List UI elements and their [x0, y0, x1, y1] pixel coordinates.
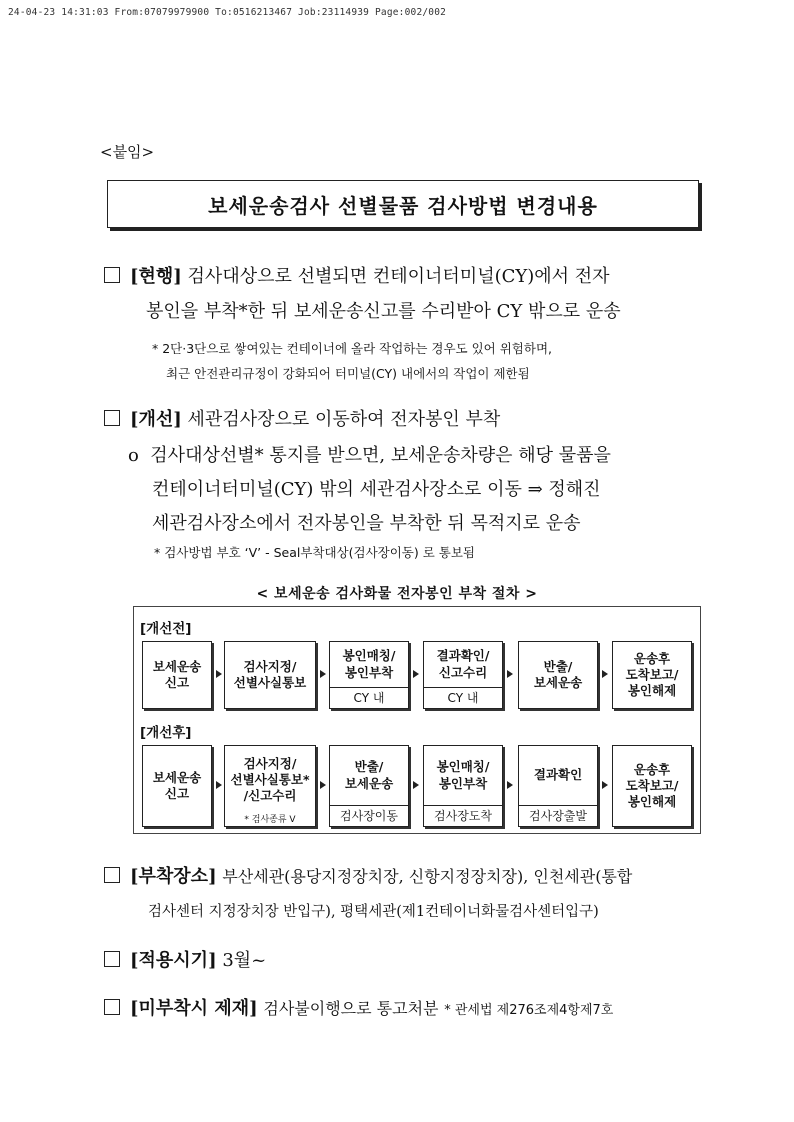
arrow-right-icon — [216, 670, 222, 678]
section-location — [104, 862, 632, 888]
section-text: 세관검사장으로 이동하여 전자봉인 부착 — [187, 409, 501, 430]
arrow-right-icon — [413, 670, 419, 678]
improved-line2: 컨테이너터미널(CY) 밖의 세관검사장소로 이동 ⇒ 정해진 — [152, 479, 601, 500]
section-tag: [개선] — [130, 409, 182, 430]
flow-step-label: 보세운송 신고 — [152, 769, 202, 801]
flow-step-before-2 — [224, 641, 316, 709]
flow-step-after-4 — [423, 745, 503, 827]
flow-title: < 보세운송 검사화물 전자봉인 부착 절차 > — [256, 586, 538, 602]
arrow-right-icon — [216, 781, 222, 789]
section-apply — [104, 946, 266, 972]
section-tag: [미부착시 제재] — [130, 998, 258, 1019]
section-tag: [적용시기] — [130, 950, 217, 971]
fax-header: 24-04-23 14:31:03 From:07079979900 To:0516213467 Job:23114939 Page:002/002 — [8, 7, 447, 18]
row-label-after: [개선후] — [140, 725, 192, 741]
flow-step-before-5 — [518, 641, 598, 709]
flow-step-sublabel: CY 내 — [330, 687, 408, 708]
attachment-label: <붙임> — [100, 143, 155, 161]
flow-step-sublabel: CY 내 — [424, 687, 502, 708]
arrow-right-icon — [413, 781, 419, 789]
row-label-before: [개선전] — [140, 621, 192, 637]
title-box — [107, 180, 699, 228]
flow-step-label: 봉인매칭/ 봉인부착 — [436, 759, 490, 791]
location-line2: 검사센터 지정장치장 반입구), 평택세관(제1컨테이너화물검사센터입구) — [148, 904, 599, 920]
section-text: 부산세관(용당지정장치장, 신항지정장치장), 인천세관(통합 — [222, 867, 633, 886]
improved-note: * 검사방법 부호 ‘V’ - Seal부착대상(검사장이동) 로 통보됨 — [154, 545, 476, 560]
flow-step-label: 반출/ 보세운송 — [533, 658, 583, 690]
bullet-icon: o — [128, 445, 139, 466]
checkbox-icon — [104, 867, 120, 883]
flow-step-label: 운송후 도착보고/ 봉인해제 — [625, 761, 679, 810]
flow-step-before-4 — [423, 641, 503, 709]
arrow-right-icon — [602, 781, 608, 789]
penalty-note: * 관세법 제276조제4항제7호 — [444, 1003, 614, 1018]
flow-step-label: 반출/ 보세운송 — [344, 759, 394, 791]
flow-step-label: 결과확인 — [533, 767, 583, 783]
flow-step-label: 검사지정/ 선별사실통보 — [233, 658, 307, 690]
flow-step-after-2 — [224, 745, 316, 827]
flow-step-sublabel: 검사장이동 — [330, 805, 408, 826]
document-title: 보세운송검사 선별물품 검사방법 변경내용 — [208, 193, 598, 218]
flow-step-label: 결과확인/ 신고수리 — [436, 648, 490, 680]
arrow-right-icon — [320, 670, 326, 678]
flow-step-before-1 — [142, 641, 212, 709]
checkbox-icon — [104, 999, 120, 1015]
flow-step-label: 보세운송 신고 — [152, 658, 202, 690]
flow-step-sublabel: 검사장출발 — [519, 805, 597, 826]
arrow-right-icon — [320, 781, 326, 789]
section-tag: [부착장소] — [130, 866, 217, 887]
section-tag: [현행] — [130, 266, 182, 287]
section-improved — [104, 405, 500, 431]
current-note1: * 2단·3단으로 쌓여있는 컨테이너에 올라 작업하는 경우도 있어 위험하며, — [152, 341, 552, 356]
flow-step-label: 운송후 도착보고/ 봉인해제 — [625, 650, 679, 699]
flow-step-after-5 — [518, 745, 598, 827]
flow-step-before-3 — [329, 641, 409, 709]
checkbox-icon — [104, 410, 120, 426]
checkbox-icon — [104, 267, 120, 283]
flow-step-label: 봉인매칭/ 봉인부착 — [342, 648, 396, 680]
arrow-right-icon — [602, 670, 608, 678]
flow-step-before-6 — [612, 641, 692, 709]
flow-step-after-1 — [142, 745, 212, 827]
current-note2: 최근 안전관리규정이 강화되어 터미널(CY) 내에서의 작업이 제한됨 — [166, 366, 530, 381]
arrow-right-icon — [507, 781, 513, 789]
flow-step-after-6 — [612, 745, 692, 827]
section-current — [104, 262, 610, 288]
section-text: 3월~ — [222, 950, 267, 971]
checkbox-icon — [104, 951, 120, 967]
flow-step-sublabel: 검사장도착 — [424, 805, 502, 826]
flow-step-label: 검사지정/ 선별사실통보* /신고수리 — [230, 755, 310, 804]
arrow-right-icon — [507, 670, 513, 678]
flow-step-note: * 검사종류 V — [244, 815, 296, 825]
improved-line1-text: 검사대상선별* 통지를 받으면, 보세운송차량은 해당 물품을 — [150, 445, 611, 466]
improved-line3: 세관검사장소에서 전자봉인을 부착한 뒤 목적지로 운송 — [152, 513, 581, 534]
current-line2: 봉인을 부착*한 뒤 보세운송신고를 수리받아 CY 밖으로 운송 — [146, 301, 621, 322]
improved-line1 — [128, 441, 611, 467]
section-text: 검사불이행으로 통고처분 — [263, 999, 439, 1018]
section-text: 검사대상으로 선별되면 컨테이너터미널(CY)에서 전자 — [187, 266, 610, 287]
section-penalty — [104, 994, 613, 1020]
flow-step-after-3 — [329, 745, 409, 827]
flow-diagram — [133, 606, 701, 834]
